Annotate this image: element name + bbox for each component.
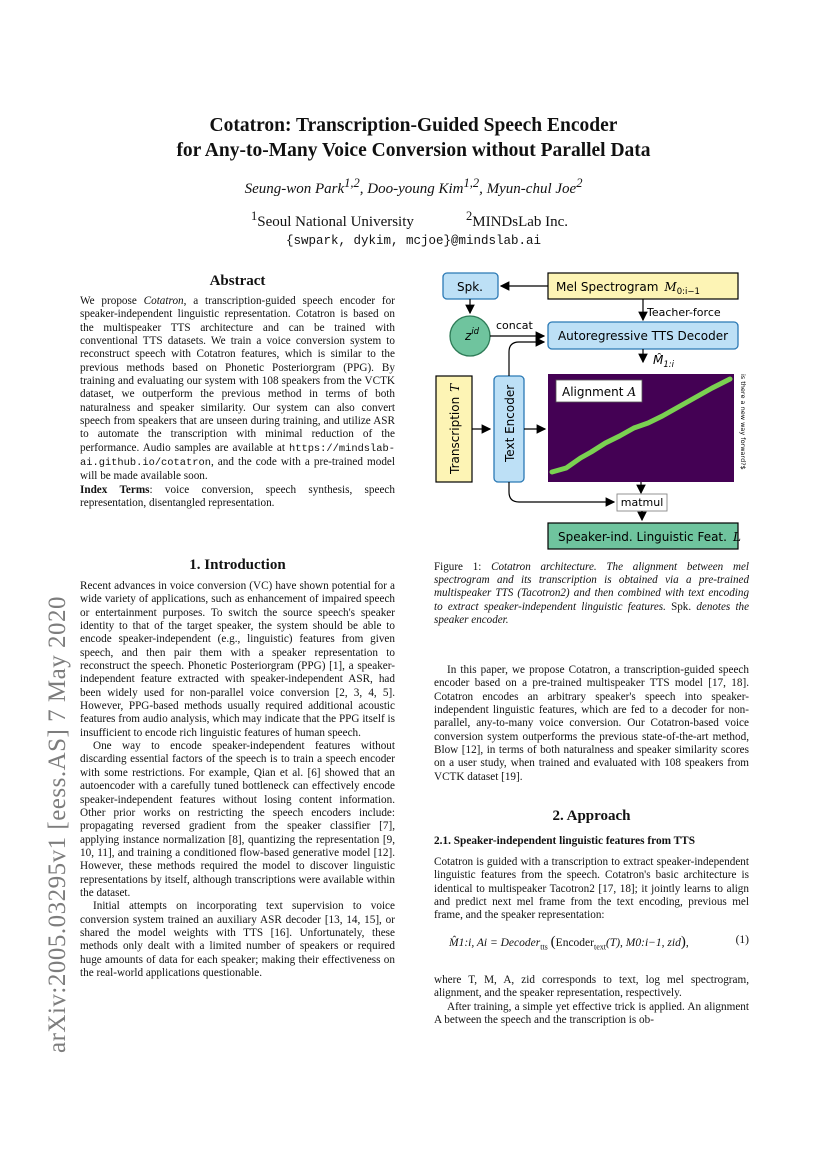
- intro-heading: 1. Introduction: [189, 557, 286, 573]
- linguistic-feature-label: Speaker-ind. Linguistic Feat. L: [558, 530, 741, 544]
- affiliation-2: $^2$MINDsLab Inc.: [466, 209, 569, 230]
- intro-body: [80, 580, 395, 980]
- equation-1: M̂1:i, Ai = Decoder$_{tts}$ (Encoder$_{text}$(T), M0:i−1, zid), (1): [449, 934, 749, 952]
- tts-decoder-label: Autoregressive TTS Decoder: [557, 329, 729, 343]
- figure-1-caption: Figure 1: Cotatron architecture. The alignment between mel spectrogram and its transcription is obtained via a pre-trained multispeaker TTS (Tacotron2) and then combined with text encoding to extract speaker-independent linguistic features. Spk. denotes the speaker encoder.: [434, 561, 750, 626]
- teacher-force-label: Teacher-force: [647, 306, 721, 319]
- author-2-affil: 1,2: [463, 176, 480, 190]
- approach-paragraph-1: Cotatron is guided with a transcription to extract speaker-independent linguistic features from the speech. Cotatron's basic architecture is identical to multispeaker Tacotron2 [17, 18]; it jointly learns to align and predict next mel frame from the text encoding, previous mel frame, and the speaker representation:: [434, 856, 749, 922]
- mel-spectrogram-label: Mel Spectrogram $M_{0:i-1}$: [556, 280, 700, 297]
- subsection-2-1-heading: 2.1. Speaker-independent linguistic features from TTS: [434, 835, 695, 847]
- index-terms-label: Index Terms: [80, 483, 150, 496]
- approach-paragraph-2: [434, 974, 749, 1027]
- intro-paragraph-1: Recent advances in voice conversion (VC) have shown potential for a wide variety of applications, such as enhancement of impaired speech or entertainment purposes. To switch the source speech's speaker identity to that of the target speaker, the system should be able to encode speaker-independent (e.g., linguistic) features from given speech, and then pair them with a speaker representation to reconstruct the speech. Phonetic Posteriorgram (PPG) [1], a speaker-independent feature extracted with speaker-independent ASR, had been widely used for non-parallel voice conversion [2, 3, 4, 5]. However, PPG-based methods usually required additional acoustic features from audio analysis, which may indicate that the PPG itself is insufficient to encode rich linguistic features of human speech.: [80, 580, 395, 739]
- title-line-2: for Any-to-Many Voice Conversion without Parallel Data: [176, 140, 651, 161]
- approach-paragraph-3: After training, a simple yet effective trick is applied. An alignment A between the speech and the transcription is ob-: [434, 1000, 749, 1027]
- author-1: Seung-won Park: [244, 181, 345, 197]
- right-column-intro: [434, 664, 749, 784]
- author-2: Doo-young Kim: [367, 181, 464, 197]
- author-1-affil: 1,2: [344, 176, 360, 190]
- paper-title: [0, 113, 827, 163]
- abstract-heading: Abstract: [209, 273, 266, 289]
- predicted-mel-label: $M̂_{1:i}$: [653, 353, 674, 370]
- intro-paragraph-3: Initial attempts on incorporating text supervision to voice conversion system trained an auxiliary ASR decoder [13, 14, 15], or shared the model weights with TTS [16]. Unfortunately, these methods only dealt with a limited number of speakers or required huge amounts of data for each speaker; making their effectiveness on the real-world applications questionable.: [80, 900, 395, 979]
- author-3: Myun-chul Joe: [486, 181, 577, 197]
- cotatron-architecture-figure: [432, 262, 762, 552]
- concat-label: concat: [496, 319, 533, 332]
- abstract-body: We propose Cotatron, a transcription-guided speech encoder for speaker-independent linguistic representation. Cotatron is based on the multispeaker TTS architecture and can be trained with conventional TTS datasets. We train a voice conversion system to reconstruct speech with Cotatron features, which is similar to the previous methods based on Phonetic Posteriorgram (PPG). By training and evaluating our system with 108 speakers from the VCTK dataset, we outperform the previous method in terms of both naturalness and speaker similarity. Our system can also convert speech from speakers that are unseen during training, and utilize ASR to automate the transcription with minimal reduction of the performance. Audio samples are available at https://mindslab-ai.github.io/cotatron, and the code with a pre-trained model will be made available soon. Index Terms: voice conversion, speech synthesis, speech representation, disentangled representation.: [80, 295, 395, 510]
- affiliation-1: $^1$Seoul National University: [251, 209, 414, 230]
- matmul-label: matmul: [620, 496, 664, 509]
- alignment-label: Alignment A: [562, 385, 637, 399]
- equation-explanation: where T, M, A, zid corresponds to text, log mel spectrogram, alignment, and the speaker representation, respectively.: [434, 974, 749, 1000]
- title-line-1: Cotatron: Transcription-Guided Speech Encoder: [209, 115, 618, 136]
- approach-heading: 2. Approach: [552, 808, 631, 824]
- transcript-axis-label: is there a new way forward?$: [739, 374, 747, 470]
- text-encoder-label: Text Encoder: [503, 384, 517, 462]
- author-3-affil: 2: [576, 176, 583, 190]
- intro-paragraph-4: In this paper, we propose Cotatron, a transcription-guided speech encoder based on a pre-trained multispeaker TTS model [17, 18]. Cotatron encodes an arbitrary speaker's speech into speaker-independent linguistic features, which are fed to a decoder for non-parallel, any-to-many voice conversion. Our Cotatron-based voice conversion system outperforms the previous state-of-the-art method, Blow [12], in terms of both naturalness and speaker similarity scores on a user study, when trained and evaluated with 108 speakers from VCTK dataset [19].: [434, 664, 749, 783]
- equation-number: (1): [735, 934, 749, 946]
- audio-samples-link[interactable]: https://mindslab-ai.github.io/cotatron: [80, 442, 395, 470]
- author-list: Seung-won Park$^{1,2}$, Doo-young Kim$^{1,2}$, Myun-chul Joe$^2$: [244, 176, 583, 197]
- intro-paragraph-2: One way to encode speaker-independent features without discarding essential factors of the speech is to train a speech encoder with some restrictions. For example, Qian et al. [6] showed that an autoencoder with a carefully tuned bottleneck can effectively encode speaker-independent features without losing content information. Other prior works on restricting the speech encoders include: propagating reversed gradient from the speaker classifier [7], applying instance normalization [8], quantizing the representation [9, 10, 11], and training a conditioned flow-based generative model [12]. However, these methods required the model to discover linguistic representations by itself, although transcriptions were available within the dataset.: [80, 740, 395, 899]
- index-terms: : voice conversion, speech synthesis, speech representation, disentangled representation.: [80, 483, 395, 510]
- arxiv-identifier: arXiv:2005.03295v1 [eess.AS] 7 May 2020: [44, 596, 71, 1053]
- transcription-label: TranscriptionT: [448, 383, 462, 474]
- speaker-encoder-label: Spk.: [457, 280, 483, 294]
- zid-label: $z^{id}$: [465, 327, 480, 343]
- author-emails: {swpark, dykim, mcjoe}@mindslab.ai: [285, 234, 542, 248]
